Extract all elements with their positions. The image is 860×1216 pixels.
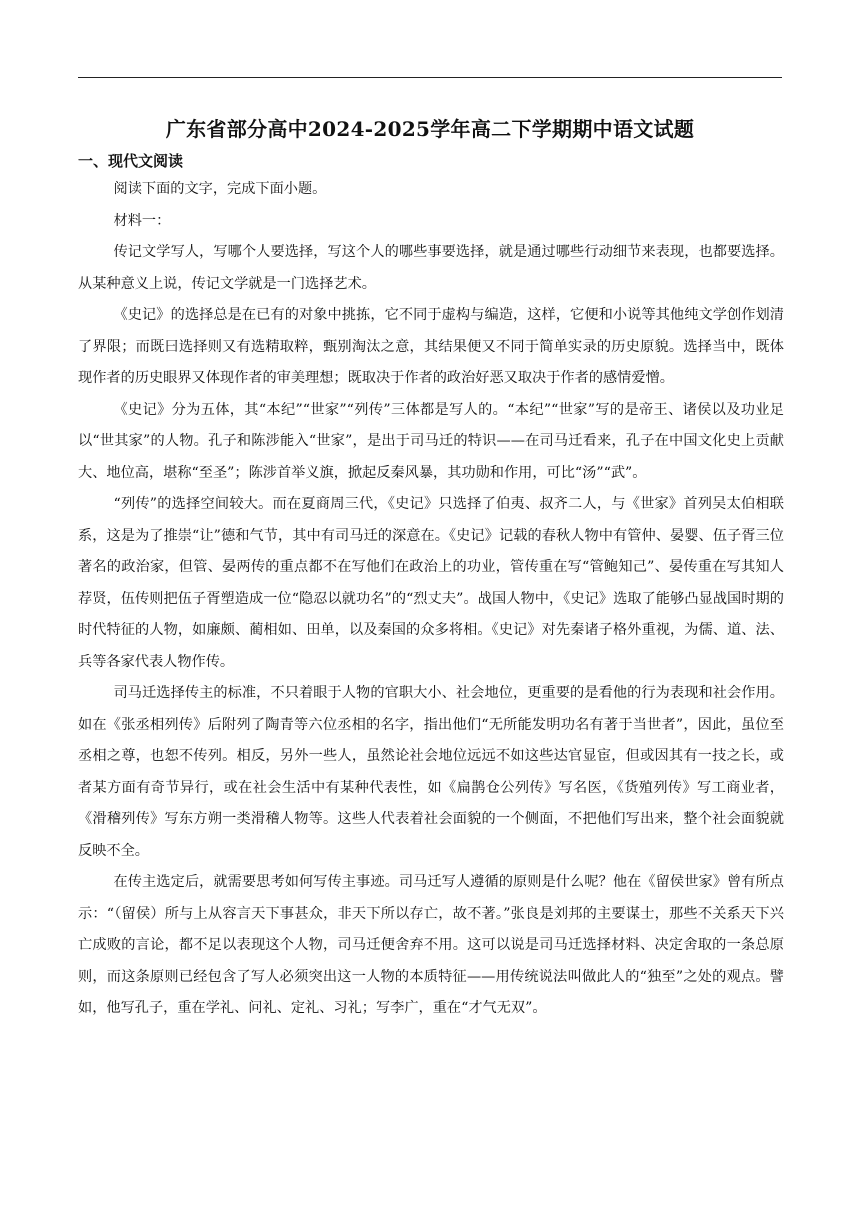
header-rule: [78, 77, 782, 78]
body-paragraph: 《史记》的选择总是在已有的对象中挑拣，它不同于虚构与编造，这样，它便和小说等其他纯文学创作划清了界限；而既曰选择则又有选精取粹，甄别淘汰之意，其结果便又不同于简单实录的历史原貌。选择当中，既体现作者的历史眼界又体现作者的审美理想；既取决于作者的政治好恶又取决于作者的感情爱憎。: [78, 307, 784, 386]
material-label: 材料一：: [113, 212, 171, 229]
instruction-paragraph: 阅读下面的文字，完成下面小题。: [113, 181, 327, 197]
body-paragraph: “列传”的选择空间较大。而在夏商周三代，《史记》只选择了伯夷、叔齐二人，与《世家》首列吴太伯相联系，这是为了推崇“让”德和气节，其中有司马迁的深意在。《史记》记载的春秋人物中有管仲、晏婴、伍子胥三位著名的政治家，但管、晏两传的重点都不在写他们在政治上的功业，管传重在写“管鲍知己”、晏传重在写其知人荐贤，伍传则把伍子胥塑造成一位“隐忍以就功名”的“烈丈夫”。战国人物中，《史记》选取了能够凸显战国时期的时代特征的人物，如廉颇、蔺相如、田单，以及秦国的众多将相。《史记》对先秦诸子格外重视，为儒、道、法、兵等各家代表人物作传。: [78, 496, 784, 670]
body-text: [78, 174, 784, 1025]
body-paragraph: 传记文学写人，写哪个人要选择，写这个人的哪些事要选择，就是通过哪些行动细节来表现，也都要选择。从某种意义上说，传记文学就是一门选择艺术。: [78, 244, 784, 292]
body-paragraph: 《史记》分为五体，其“本纪”“世家”“列传”三体都是写人的。“本纪”“世家”写的是帝王、诸侯以及功业足以“世其家”的人物。孔子和陈涉能入“世家”，是出于司马迁的特识——在司马迁看来，孔子在中国文化史上贡献大、地位高，堪称“至圣”；陈涉首举义旗，掀起反秦风暴，其功勋和作用，可比“汤”“武”。: [78, 401, 784, 481]
section-heading: 一、现代文阅读: [78, 152, 184, 170]
body-paragraph: 司马迁选择传主的标准，不只着眼于人物的官职大小、社会地位，更重要的是看他的行为表现和社会作用。如在《张丞相列传》后附列了陶青等六位丞相的名字，指出他们“无所能发明功名有著于当世者”，因此，虽位至丞相之尊，也恕不传列。相反，另外一些人，虽然论社会地位远远不如这些达官显宦，但或因其有一技之长，或者某方面有奇节异行，或在社会生活中有某种代表性，如《扁鹊仓公列传》写名医，《货殖列传》写工商业者，《滑稽列传》写东方朔一类滑稽人物等。这些人代表着社会面貌的一个侧面，不把他们写出来，整个社会面貌就反映不全。: [78, 685, 784, 859]
body-paragraph: 在传主选定后，就需要思考如何写传主事迹。司马迁写人遵循的原则是什么呢？他在《留侯世家》曾有所点示：“（留侯）所与上从容言天下事甚众，非天下所以存亡，故不著。”张良是刘邦的主要谋士，那些不关系天下兴亡成败的言论，都不足以表现这个人物，司马迁便舍弃不用。这可以说是司马迁选择材料、决定舍取的一条总原则，而这条原则已经包含了写人必须突出这一人物的本质特征——用传统说法叫做此人的“独至”之处的观点。譬如，他写孔子，重在学礼、问礼、定礼、习礼；写李广，重在“才气无双”。: [78, 874, 784, 1016]
document-title: 广东省部分高中2024-2025学年高二下学期期中语文试题: [165, 117, 695, 141]
